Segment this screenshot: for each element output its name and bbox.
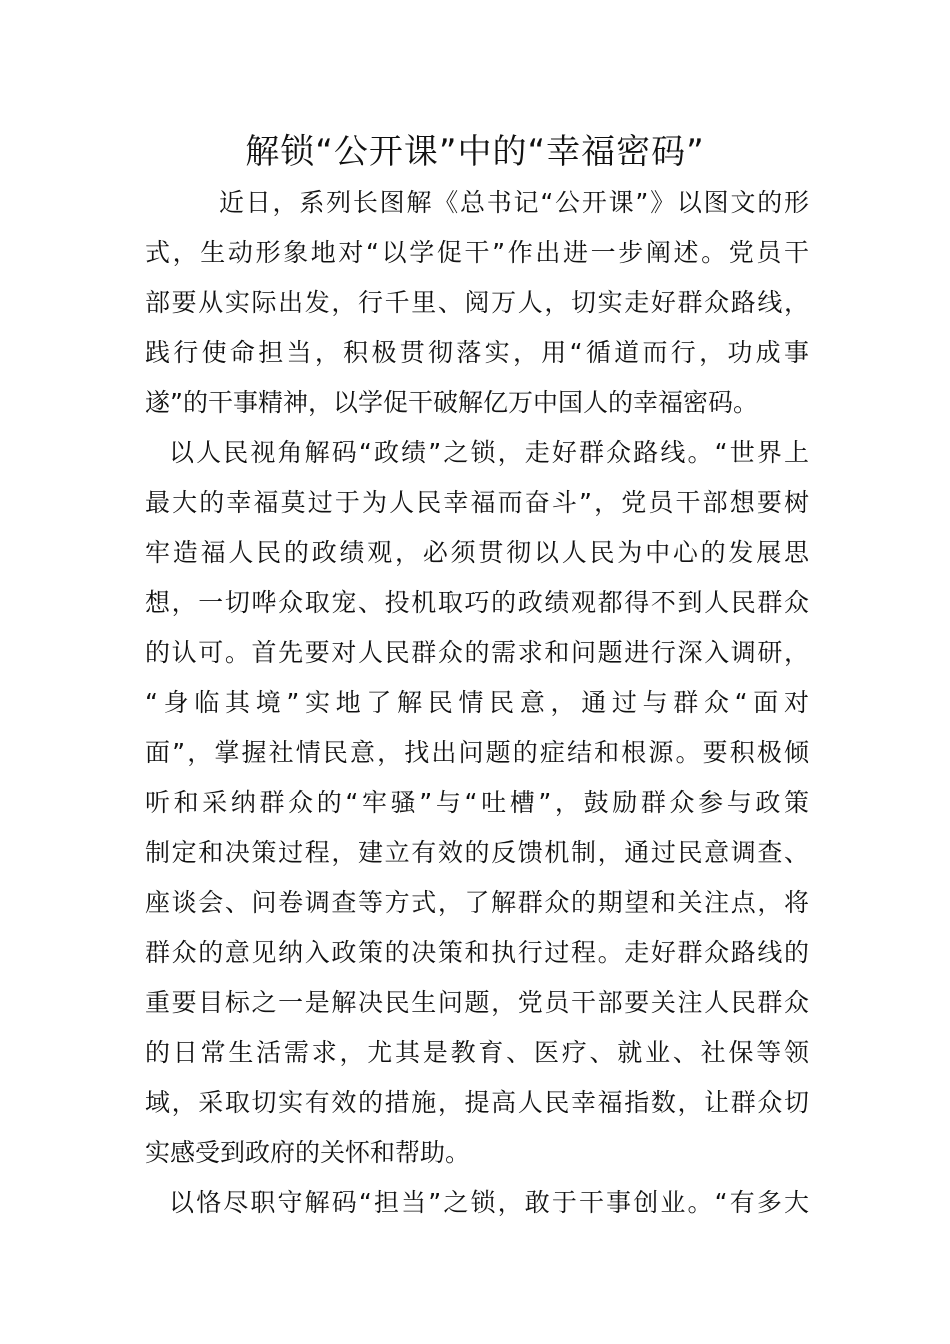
paragraph-3 (145, 1178, 809, 1228)
text-line: 面”，掌握社情民意，找出问题的症结和根源。要积极倾 (145, 738, 809, 767)
text-line: 遂”的干事精神，以学促干破解亿万中国人的幸福密码。 (145, 388, 758, 417)
text-line: 听和采纳群众的“牢骚”与“吐槽”，鼓励群众参与政策 (145, 788, 809, 817)
text-line: 式，生动形象地对“以学促干”作出进一步阐述。党员干 (145, 238, 809, 267)
text-line: 近日，系列长图解《总书记“公开课”》以图文的形 (219, 188, 809, 217)
paragraph-2 (145, 428, 809, 1178)
text-line: 以人民视角解码“政绩”之锁，走好群众路线。“世界上 (169, 438, 809, 467)
text-line: 牢造福人民的政绩观，必须贯彻以人民为中心的发展思 (145, 538, 809, 567)
document-body (145, 178, 809, 1228)
text-line: 重要目标之一是解决民生问题，党员干部要关注人民群众 (145, 988, 809, 1017)
text-line: 制定和决策过程，建立有效的反馈机制，通过民意调查、 (145, 838, 809, 867)
text-line: 践行使命担当，积极贯彻落实，用“循道而行，功成事 (145, 338, 809, 367)
document-title: 解锁“公开课”中的“幸福密码” (245, 132, 705, 172)
text-line: 以恪尽职守解码“担当”之锁，敢于干事创业。“有多大 (169, 1188, 809, 1217)
text-line: 的日常生活需求，尤其是教育、医疗、就业、社保等领 (145, 1038, 809, 1067)
text-line: “身临其境”实地了解民情民意，通过与群众“面对 (145, 688, 809, 717)
text-line: 实感受到政府的关怀和帮助。 (145, 1138, 471, 1167)
text-line: 域，采取切实有效的措施，提高人民幸福指数，让群众切 (145, 1088, 809, 1117)
text-line: 想，一切哗众取宠、投机取巧的政绩观都得不到人民群众 (145, 588, 809, 617)
text-line: 最大的幸福莫过于为人民幸福而奋斗”，党员干部想要树 (145, 488, 809, 517)
text-line: 群众的意见纳入政策的决策和执行过程。走好群众路线的 (145, 938, 809, 967)
text-line: 部要从实际出发，行千里、阅万人，切实走好群众路线， (145, 288, 809, 317)
text-line: 的认可。首先要对人民群众的需求和问题进行深入调研， (145, 638, 809, 667)
text-line: 座谈会、问卷调查等方式，了解群众的期望和关注点，将 (145, 888, 809, 917)
paragraph-1 (145, 178, 809, 428)
